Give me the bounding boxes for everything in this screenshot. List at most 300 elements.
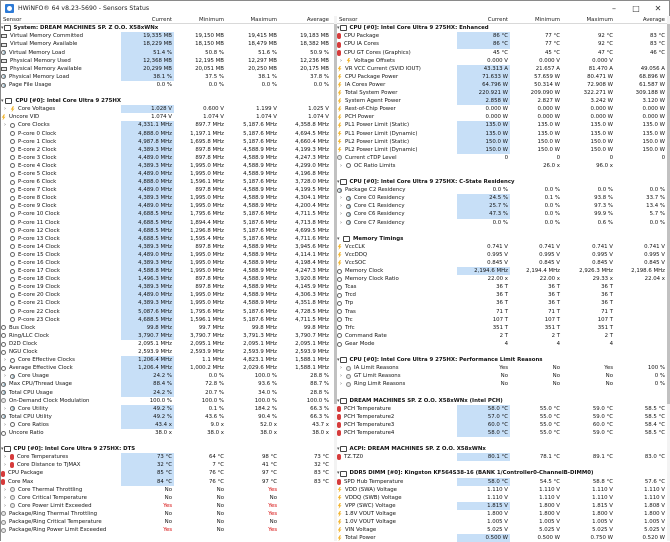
sensor-row[interactable]	[1, 453, 334, 461]
sensor-row[interactable]	[1, 283, 334, 291]
column-header-sensor[interactable]: Sensor	[339, 16, 358, 23]
collapse-toggle-icon[interactable]: ▾	[337, 25, 340, 32]
sensor-row[interactable]	[1, 291, 334, 299]
sensor-row[interactable]	[1, 40, 334, 48]
sensor-row[interactable]	[337, 340, 667, 348]
current-value: 85 °C	[121, 469, 174, 477]
sensor-group-header[interactable]	[337, 469, 667, 477]
sensor-row[interactable]	[337, 332, 667, 340]
minimize-button[interactable]: –	[612, 4, 616, 13]
expand-toggle-icon[interactable]: ›	[340, 203, 342, 210]
sensor-name	[1, 251, 121, 259]
expand-toggle-icon[interactable]: ›	[340, 195, 342, 202]
sensor-row[interactable]	[1, 210, 334, 218]
sensor-row[interactable]	[1, 518, 334, 526]
sensor-row[interactable]	[1, 372, 334, 380]
sensor-row[interactable]	[1, 194, 334, 202]
sensor-row[interactable]	[337, 32, 667, 40]
current-value: 80.1 °C	[457, 453, 510, 461]
usage-icon	[1, 50, 6, 55]
sensor-row[interactable]	[1, 138, 334, 146]
sensor-label: Core Thermal Throttling	[18, 486, 83, 493]
expand-toggle-icon[interactable]: ›	[4, 106, 6, 113]
chip-icon	[340, 398, 347, 404]
sensor-label: Ring/LLC Clock	[9, 332, 50, 339]
maximum-value: 1.074 V	[256, 114, 277, 121]
sensor-row[interactable]	[337, 154, 667, 162]
average-value: 83 °C	[313, 478, 329, 485]
expand-toggle-icon[interactable]: ›	[340, 365, 342, 372]
power-icon	[337, 147, 342, 153]
yes-icon	[10, 495, 15, 500]
sensor-row[interactable]	[337, 251, 667, 259]
maximum-value: 2 T	[604, 332, 613, 339]
sensor-row[interactable]	[337, 57, 667, 65]
sensor-row[interactable]	[1, 364, 334, 372]
volt-icon	[10, 106, 15, 112]
expand-toggle-icon[interactable]: ›	[4, 373, 6, 380]
sensor-row[interactable]	[1, 461, 334, 469]
sensor-label: P-core 10 Clock	[18, 211, 60, 218]
collapse-toggle-icon[interactable]: ▾	[337, 470, 340, 477]
sensor-row[interactable]	[337, 518, 667, 526]
maximum-value: 5,187.6 MHz	[243, 227, 277, 234]
sensor-name	[1, 130, 121, 138]
average-value: 58.4 °C	[644, 421, 665, 428]
expand-toggle-icon[interactable]: ›	[4, 122, 6, 129]
minimum-value: 78.1 °C	[539, 454, 560, 461]
expand-toggle-icon[interactable]: ›	[340, 373, 342, 380]
sensor-row[interactable]	[1, 299, 334, 307]
sensor-group-header[interactable]	[337, 445, 667, 453]
maximum-value: 135.0 W	[590, 122, 613, 129]
sensor-label: P-core 22 Clock	[18, 308, 60, 315]
maximum-value: 80.471 W	[587, 73, 613, 80]
sensor-row[interactable]	[1, 259, 334, 267]
sensor-row[interactable]	[337, 308, 667, 316]
maximum-value: 19,415 MB	[248, 33, 277, 40]
sensor-row[interactable]	[337, 372, 667, 380]
sensor-row[interactable]	[1, 348, 334, 356]
sensor-row[interactable]	[337, 510, 667, 518]
sensor-name	[1, 186, 121, 194]
sensor-row[interactable]	[337, 138, 667, 146]
sensor-label: E-core 21 Clock	[18, 300, 60, 307]
maximum-value: 41 °C	[261, 462, 277, 469]
current-value: 351 T	[492, 324, 508, 331]
expand-toggle-icon[interactable]: ›	[4, 486, 6, 493]
expand-toggle-icon[interactable]: ›	[340, 219, 342, 226]
collapse-toggle-icon[interactable]: ▾	[337, 446, 340, 453]
sensor-row[interactable]	[337, 194, 667, 202]
sensor-row[interactable]	[1, 510, 334, 518]
maximum-value: 97.3 %	[594, 203, 613, 210]
maximum-value: 100.0 %	[254, 397, 277, 404]
sensor-row[interactable]	[1, 275, 334, 283]
sensor-row[interactable]	[1, 405, 334, 413]
volt-icon	[337, 527, 342, 533]
average-value: 2,593.9 MHz	[295, 349, 329, 356]
maximize-button[interactable]: □	[632, 4, 640, 13]
average-value: 309.188 W	[635, 90, 665, 97]
current-value	[457, 24, 510, 32]
sensor-group-header[interactable]	[337, 24, 667, 32]
minimum-value: 9.0 x	[210, 421, 224, 428]
sensor-row[interactable]	[1, 380, 334, 388]
clock-icon	[10, 196, 15, 201]
sensor-row[interactable]	[337, 65, 667, 73]
sensor-row[interactable]	[337, 210, 667, 218]
sensor-row[interactable]	[1, 49, 334, 57]
sensor-name	[1, 518, 121, 526]
sensor-group-header[interactable]	[1, 445, 334, 453]
sensor-row[interactable]	[1, 251, 334, 259]
sensor-label: SPD Hub Temperature	[344, 478, 404, 485]
current-value: 4,688.5 MHz	[121, 219, 174, 227]
average-value: 0.520 W	[642, 535, 665, 542]
sensor-row[interactable]	[337, 121, 667, 129]
sensor-row[interactable]	[337, 73, 667, 81]
average-value: 4,660.4 MHz	[295, 138, 329, 145]
sensor-label: E-core 2 Clock	[18, 146, 57, 153]
sensor-name	[1, 57, 121, 65]
sensor-label: VR VCC Current (SVID IOUT)	[345, 65, 421, 72]
sensor-row[interactable]	[1, 340, 334, 348]
expand-toggle-icon[interactable]: ›	[4, 502, 6, 509]
average-value: 4,728.5 MHz	[295, 308, 329, 315]
expand-toggle-icon[interactable]: ›	[4, 454, 6, 461]
maximum-value: 36 T	[601, 284, 613, 291]
maximum-value: No	[605, 381, 613, 388]
current-value: 0	[504, 154, 508, 161]
sensor-row[interactable]	[337, 526, 667, 534]
average-value: 1.025 V	[308, 106, 329, 113]
sensor-group-header[interactable]	[337, 356, 667, 364]
column-header-average[interactable]: Average	[642, 17, 665, 23]
minimum-value: 897.8 MHz	[195, 154, 224, 161]
sensor-row[interactable]	[337, 49, 667, 57]
sensor-row[interactable]	[337, 130, 667, 138]
sensor-row[interactable]	[337, 283, 667, 291]
sensor-row[interactable]	[1, 324, 334, 332]
average-value: 4,711.5 MHz	[295, 211, 329, 218]
sensor-row[interactable]	[1, 308, 334, 316]
current-value	[121, 445, 174, 453]
minimum-value: 19,150 MB	[195, 33, 224, 40]
sensor-row[interactable]	[1, 413, 334, 421]
sensor-row[interactable]	[1, 178, 334, 186]
sensor-row[interactable]	[337, 316, 667, 324]
column-header-current[interactable]: Current	[151, 17, 172, 23]
maximum-value	[226, 97, 279, 105]
usage-icon	[337, 188, 342, 193]
minimum-value: 135.0 W	[537, 130, 560, 137]
sensor-row[interactable]	[337, 275, 667, 283]
sensor-row[interactable]	[337, 186, 667, 194]
expand-toggle-icon[interactable]: ›	[4, 462, 6, 469]
current-value: 38.0 x	[155, 429, 172, 436]
maximum-value: 184.2 %	[254, 405, 277, 412]
sensor-name	[337, 486, 457, 494]
sensor-row[interactable]	[337, 380, 667, 388]
current-value: 100.0 %	[149, 397, 172, 404]
collapse-toggle-icon[interactable]: ▾	[1, 25, 4, 32]
sensor-row[interactable]	[1, 130, 334, 138]
maximum-value: 0.6 %	[597, 219, 613, 226]
average-value: 88.7 %	[310, 381, 329, 388]
sensor-row[interactable]	[1, 332, 334, 340]
sensor-row[interactable]	[1, 429, 334, 437]
spacer-row	[1, 437, 334, 445]
sensor-row[interactable]	[1, 57, 334, 65]
maximum-value: 0.0 %	[261, 81, 277, 88]
minimum-value: 1,000.2 MHz	[190, 365, 224, 372]
sensor-row[interactable]	[337, 146, 667, 154]
sensor-row[interactable]	[337, 364, 667, 372]
expand-toggle-icon[interactable]: ›	[340, 211, 342, 218]
sensor-row[interactable]	[337, 478, 667, 486]
sensor-row[interactable]	[1, 170, 334, 178]
sensor-row[interactable]	[337, 243, 667, 251]
power-icon	[337, 139, 342, 145]
current-value	[457, 235, 510, 243]
sensor-name	[1, 478, 121, 486]
minimum-value: 36 T	[548, 300, 560, 307]
sensor-row[interactable]	[1, 486, 334, 494]
collapse-toggle-icon[interactable]: ▾	[337, 235, 340, 242]
average-value: 4,247.3 MHz	[295, 268, 329, 275]
sensor-row[interactable]	[1, 243, 334, 251]
sensor-label: E-core 7 Clock	[18, 187, 57, 194]
current-value: 150.0 W	[457, 138, 510, 146]
sensor-row[interactable]	[1, 267, 334, 275]
chip-icon	[340, 179, 347, 185]
sensor-name	[337, 518, 457, 526]
sensor-row[interactable]	[1, 113, 334, 121]
sensor-row[interactable]	[337, 81, 667, 89]
usage-icon	[1, 83, 6, 88]
current-value: No	[164, 486, 172, 493]
average-value: 3,945.6 MHz	[295, 243, 329, 250]
sensor-label: PCH Power	[345, 114, 375, 121]
sensor-name	[337, 364, 457, 372]
average-value: 1.808 V	[644, 502, 665, 509]
minimum-value: 0	[556, 154, 560, 161]
column-header-maximum[interactable]: Maximum	[250, 17, 277, 23]
sensor-row[interactable]	[1, 65, 334, 73]
minimum-value: 1,795.6 MHz	[190, 211, 224, 218]
expand-toggle-icon[interactable]: ›	[340, 162, 342, 169]
sensor-row[interactable]	[1, 502, 334, 510]
current-value: 18,229 MB	[121, 40, 174, 48]
maximum-value: No	[269, 494, 277, 501]
column-header-minimum[interactable]: Minimum	[199, 17, 224, 23]
column-header-average[interactable]: Average	[306, 17, 329, 23]
sensor-row[interactable]	[337, 405, 667, 413]
sensor-name	[1, 32, 121, 40]
current-value: 88.4 %	[121, 380, 174, 388]
average-value: 4,711.6 MHz	[295, 235, 329, 242]
sensor-row[interactable]	[1, 478, 334, 486]
sensor-name	[1, 81, 121, 89]
expand-toggle-icon[interactable]: ›	[4, 494, 6, 501]
sensor-row[interactable]	[337, 267, 667, 275]
sensor-group-header[interactable]	[337, 235, 667, 243]
minimum-value: 1.1 MHz	[202, 357, 224, 364]
sensor-row[interactable]	[337, 421, 667, 429]
sensor-label: Package/Ring Thermal Throttling	[9, 510, 98, 517]
minimum-value: 57.659 W	[534, 73, 560, 80]
current-value: 71.633 W	[457, 73, 510, 81]
maximum-value: No	[269, 519, 277, 526]
sensor-row[interactable]	[337, 324, 667, 332]
current-value: 4,389.3 MHz	[121, 162, 174, 170]
sensor-label: P-core 23 Clock	[18, 316, 60, 323]
sensor-name	[1, 105, 121, 113]
minimum-value: 1,995.0 MHz	[190, 300, 224, 307]
maximum-value: 34.0 %	[258, 389, 277, 396]
collapse-toggle-icon[interactable]: ▾	[337, 179, 340, 186]
sensor-label: Uncore Ratio	[9, 429, 44, 436]
current-value: 5,087.6 MHz	[121, 308, 174, 316]
current-value: 4,389.3 MHz	[121, 146, 174, 154]
sensor-row[interactable]	[337, 259, 667, 267]
sensor-row[interactable]	[337, 219, 667, 227]
maximum-value: 36 T	[601, 292, 613, 299]
sensor-group-header[interactable]	[337, 178, 667, 186]
sensor-row[interactable]	[1, 146, 334, 154]
power-icon	[337, 106, 342, 112]
sensor-row[interactable]	[1, 494, 334, 502]
maximum-value: 4,588.9 MHz	[243, 284, 277, 291]
sensor-row[interactable]	[1, 421, 334, 429]
temp-icon	[337, 33, 341, 39]
average-value	[279, 518, 331, 526]
current-value: 4,489.0 MHz	[121, 186, 174, 194]
maximum-value: Yes	[268, 502, 277, 509]
maximum-value: 2,029.6 MHz	[243, 365, 277, 372]
sensor-label: Core Max	[8, 478, 34, 485]
sensor-label: Page File Usage	[9, 81, 52, 88]
sensor-row[interactable]	[337, 113, 667, 121]
column-header-sensor[interactable]: Sensor	[3, 16, 22, 23]
sensor-row[interactable]	[337, 299, 667, 307]
sensor-row[interactable]	[1, 227, 334, 235]
sensor-row[interactable]	[1, 73, 334, 81]
average-value: 28.8 %	[310, 373, 329, 380]
expand-toggle-icon[interactable]: ›	[4, 357, 6, 364]
minimum-value: 43.6 %	[205, 413, 224, 420]
collapse-toggle-icon[interactable]: ▾	[337, 397, 340, 404]
sensor-row[interactable]	[337, 534, 667, 542]
column-header-minimum[interactable]: Minimum	[535, 17, 560, 23]
chip-icon	[4, 446, 11, 452]
sensor-row[interactable]	[1, 526, 334, 534]
sensor-row[interactable]	[1, 469, 334, 477]
collapse-toggle-icon[interactable]: ▾	[1, 98, 4, 105]
sensor-row[interactable]	[1, 32, 334, 40]
sensor-row[interactable]	[1, 186, 334, 194]
mem-icon	[1, 67, 7, 71]
sensor-name	[1, 380, 121, 388]
sensor-row[interactable]	[337, 486, 667, 494]
sensor-name	[337, 372, 457, 380]
average-value: 18,382 MB	[300, 41, 329, 48]
sensor-row[interactable]	[1, 219, 334, 227]
current-value	[121, 97, 174, 105]
sensor-row[interactable]	[337, 105, 667, 113]
sensor-row[interactable]	[337, 502, 667, 510]
sensor-row[interactable]	[1, 397, 334, 405]
power-icon	[337, 74, 342, 80]
collapse-toggle-icon[interactable]: ▾	[337, 357, 340, 364]
column-header-maximum[interactable]: Maximum	[586, 17, 613, 23]
expand-toggle-icon[interactable]: ›	[340, 57, 342, 64]
expand-toggle-icon[interactable]: ›	[4, 421, 6, 428]
average-value: 3,790.7 MHz	[295, 332, 329, 339]
maximum-value	[226, 445, 279, 453]
close-button[interactable]: ✕	[654, 4, 662, 13]
sensor-name	[1, 421, 121, 429]
sensor-group-header[interactable]	[1, 24, 334, 32]
sensor-row[interactable]	[1, 356, 334, 364]
sensor-row[interactable]	[337, 97, 667, 105]
current-value: 58.0 °C	[457, 405, 510, 413]
sensor-row[interactable]	[1, 202, 334, 210]
sensor-label: E-core 15 Clock	[18, 251, 60, 258]
minimum-value: No	[216, 510, 224, 517]
sensor-name	[1, 235, 121, 243]
sensor-group-header[interactable]	[337, 397, 667, 405]
current-value: 20,299 MB	[121, 65, 174, 73]
sensor-row[interactable]	[1, 162, 334, 170]
expand-toggle-icon[interactable]: ›	[340, 381, 342, 388]
expand-toggle-icon[interactable]: ›	[4, 405, 6, 412]
maximum-value: Yes	[604, 365, 613, 372]
sensor-row[interactable]	[1, 105, 334, 113]
sensor-row[interactable]	[1, 389, 334, 397]
sensor-row[interactable]	[337, 494, 667, 502]
current-value: 2,593.9 MHz	[138, 349, 172, 356]
sensor-group-header[interactable]	[1, 97, 334, 105]
sensor-row[interactable]	[1, 121, 334, 129]
sensor-row[interactable]	[1, 81, 334, 89]
sensor-row[interactable]	[337, 40, 667, 48]
sensor-name	[337, 429, 457, 437]
sensor-row[interactable]	[337, 162, 667, 170]
sensor-row[interactable]	[337, 89, 667, 97]
minimum-value: 0.845 V	[539, 260, 560, 267]
sensor-row[interactable]	[1, 316, 334, 324]
current-value: 4,389.3 MHz	[121, 259, 174, 267]
current-value: 36 T	[496, 300, 508, 307]
collapse-toggle-icon[interactable]: ▾	[1, 446, 4, 453]
sensor-row[interactable]	[337, 429, 667, 437]
sensor-label: P-core 1 Clock	[18, 138, 57, 145]
current-value: 0.0 %	[156, 81, 172, 88]
sensor-row[interactable]	[337, 291, 667, 299]
volt-icon	[337, 260, 342, 266]
average-value: 2,095.1 MHz	[295, 340, 329, 347]
sensor-row[interactable]	[1, 235, 334, 243]
sensor-row[interactable]	[337, 413, 667, 421]
sensor-row[interactable]	[337, 453, 667, 461]
sensor-row[interactable]	[337, 202, 667, 210]
clock-icon	[10, 228, 15, 233]
average-value: 0.000 W	[642, 106, 665, 113]
column-header-current[interactable]: Current	[487, 17, 508, 23]
sensor-row[interactable]	[1, 154, 334, 162]
